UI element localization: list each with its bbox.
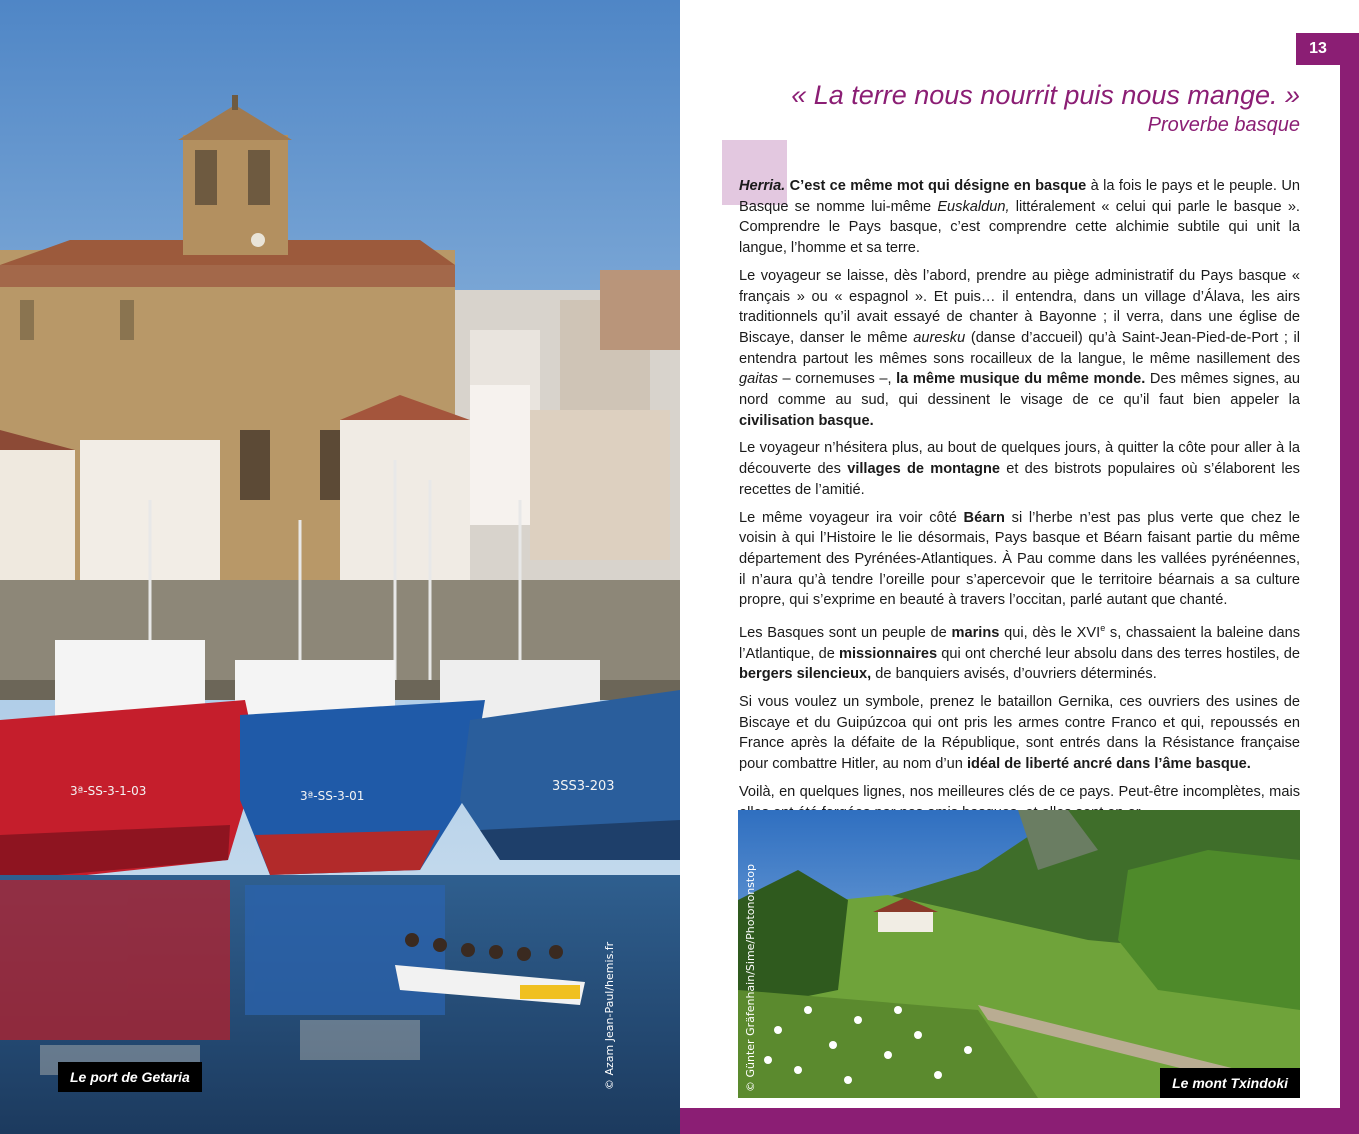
text: Le voyageur n’hésitera plus, au bout de quelques jours, à quitter la côte pour aller à la découverte des <box>739 440 1300 478</box>
paragraph <box>739 618 1300 685</box>
italic-term: auresku <box>913 329 966 346</box>
page-bottom-band <box>680 1108 1359 1134</box>
bold-phrase: bergers silencieux, <box>739 666 872 683</box>
bold-phrase: C’est ce même mot qui désigne en basque <box>789 178 1087 194</box>
text: Si vous voulez un symbole, prenez le bataillon Gernika, ces ouvriers des usines de Biscaye et du Guipúzcoa qui ont pris les armes contre Franco et qui, repoussés en France après la défaite de la République, sont entrés dans la Résistance française pour combattre Hitler, au nom d’un <box>739 694 1300 773</box>
text: qui ont cherché leur absolu dans des terres hostiles, de <box>937 645 1300 662</box>
bold-phrase: civilisation basque. <box>739 412 874 429</box>
text: Des mêmes signes, au nord comme au sud, qui dessinent le visage de ce qu’il faut bien appeler la <box>739 371 1300 409</box>
boat-label-3: 3SS3-203 <box>552 779 615 794</box>
bold-phrase: idéal de liberté ancré dans l’âme basque. <box>966 756 1251 773</box>
mountain-illustration <box>738 810 1300 1098</box>
bold-phrase: la même musique du même monde. <box>896 371 1146 388</box>
italic-term: gaitas <box>739 371 778 388</box>
text: Voilà, en quelques lignes, nos meilleures clés de ce pays. Peut-être incomplètes, mais <box>739 783 1300 800</box>
left-photo-credit: © Azam Jean-Paul/hemis.fr <box>603 941 616 1090</box>
article-body <box>739 176 1300 830</box>
bold-phrase: Béarn <box>963 509 1005 526</box>
paragraph <box>739 438 1300 500</box>
text: et des bistrots populaires où s’élaborent les recettes de l’amitié. <box>739 461 1300 498</box>
superscript: e <box>1100 623 1106 634</box>
page-accent-border <box>1340 33 1359 1134</box>
text: Le même voyageur ira voir côté <box>739 509 964 526</box>
text: Le voyageur se laisse, dès l’abord, prendre au piège administratif du Pays basque « français » ou « espagnol ». Et puis… il entendra, dans un village d’Álava, les airs traditionnels qu’il avait essayé de chanter à Bayonne ; il verra, dans une église de Biscaye, danser le même <box>739 267 1300 346</box>
right-photo-credit: © Günter Gräfenhain/Sime/Photononstop <box>744 864 757 1092</box>
text: (danse d’accueil) qu’à Saint-Jean-Pied-de-Port ; il entendra partout les mêmes sons rocailleux de la langue, le même nasillement des <box>739 329 1301 367</box>
bold-phrase: marins <box>951 624 1000 641</box>
paragraph <box>739 692 1300 775</box>
bold-phrase: villages de montagne <box>847 461 1000 478</box>
paragraph <box>739 176 1300 259</box>
text: de banquiers avisés, d’ouvriers déterminés. <box>871 666 1157 683</box>
paragraph <box>739 508 1300 612</box>
text: si l’herbe n’est pas plus verte que chez le voisin à qui l’Histoire le lie désormais, Pays basque et Béarn faisant partie du même département des Pyrénées-Atlantiques. À Pau comme dans les vallées pyrénéennes, il n’aura qu’à tendre l’oreille pour s’apercevoir que le territoire béarnais a sa culture propre, qui s’exprime en beauté à travers l’occitan, parlé autant que chanté. <box>739 509 1300 609</box>
boat-label-2: 3ª-SS-3-01 <box>300 789 365 803</box>
italic-term: Euskaldun, <box>937 198 1010 215</box>
bold-phrase: missionnaires <box>839 645 938 662</box>
text: à la fois le pays et le peuple. Un Basque se nomme lui-même <box>739 178 1300 215</box>
epigraph-source: Proverbe basque <box>1147 114 1300 136</box>
mountain-photo <box>738 810 1300 1098</box>
right-photo-caption: Le mont Txindoki <box>1160 1068 1300 1098</box>
text: Les Basques sont un peuple de <box>739 624 952 641</box>
paragraph <box>739 266 1300 432</box>
text: – cornemuses –, <box>777 371 897 388</box>
boat-label-1: 3ª-SS-3-1-03 <box>70 784 147 798</box>
text: s, chassaient la baleine dans l’Atlantique, de <box>739 624 1301 662</box>
keyword: Herria. <box>739 178 786 194</box>
text: littéralement « celui qui parle le basque ». Comprendre le Pays basque, c’est comprendre cette alchimie subtile qui unit la langue, l’homme et sa terre. <box>739 198 1300 257</box>
epigraph-quote: « La terre nous nourrit puis nous mange. » <box>791 80 1300 110</box>
left-photo-caption: Le port de Getaria <box>58 1062 202 1092</box>
page-number: 13 <box>1296 33 1340 65</box>
text: qui, dès le XVI <box>999 624 1101 641</box>
